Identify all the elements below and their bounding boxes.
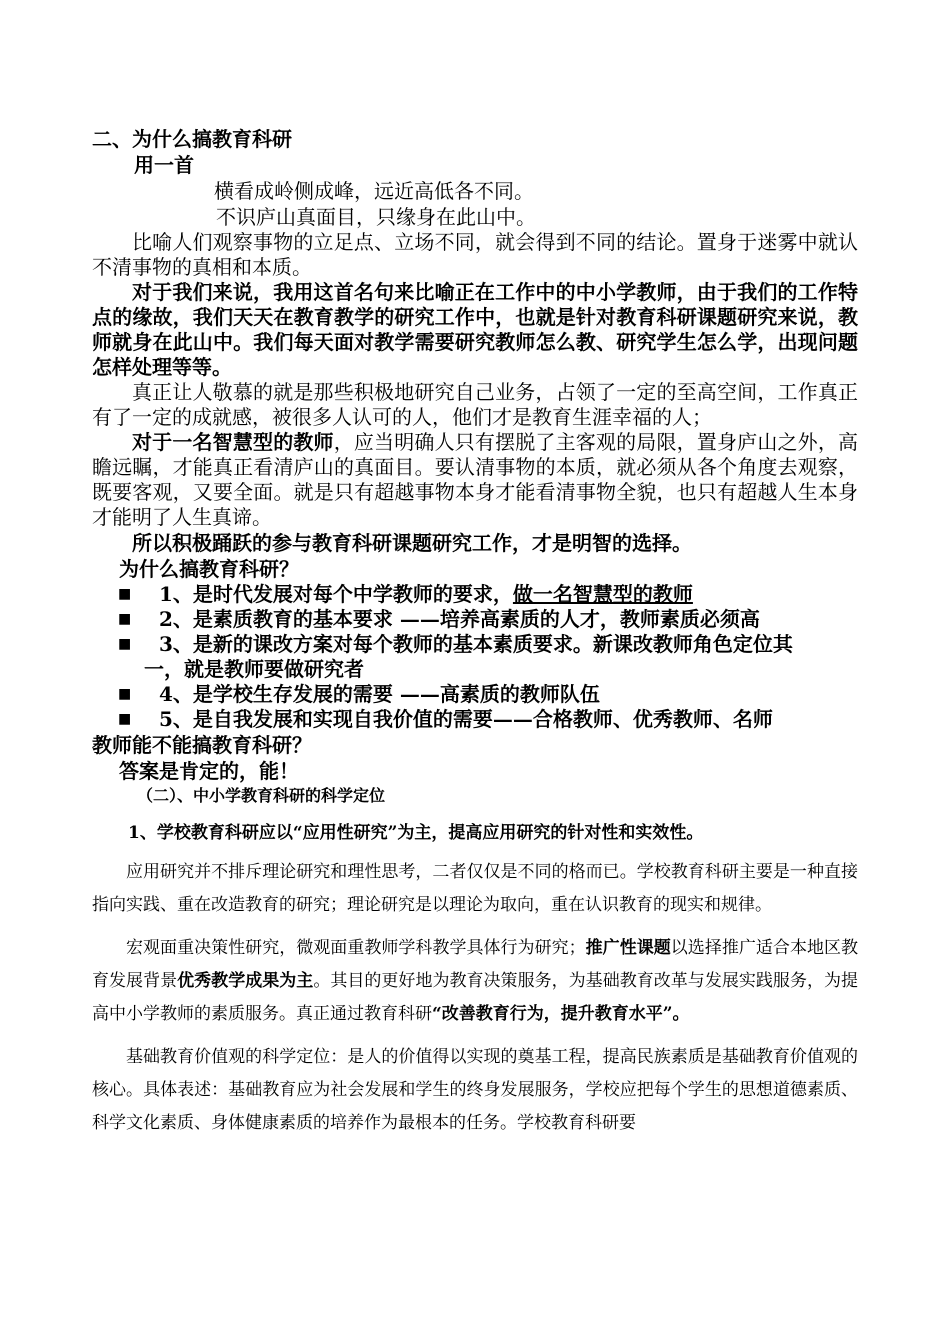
p7-emphasis-3: “改善教育行为，提升教育水平”。 [432,1004,690,1024]
bullet-2-text: 2、是素质教育的基本要求 ——培养高素质的人才，教师素质必须高 [159,607,760,631]
question-why: 为什么搞教育科研？ [119,557,299,581]
list-item [92,632,858,682]
bullet-5-text: 5、是自我发展和实现自我价值的需要——合格教师、优秀教师、名师 [159,707,773,731]
wise-teacher-emphasis: 对于一名智慧型的教师 [132,430,334,454]
p7-emphasis-2: 优秀教学成果为主 [177,971,314,991]
bullet-3-continuation: 一，就是教师要做研究者 [144,657,364,681]
document-body [92,126,858,1140]
bullet-4-text: 4、是学校生存发展的需要 ——高素质的教师队伍 [159,682,600,706]
p7-part-2: 以选择推广适合本地区教育发展背景 [92,938,859,991]
p7-emphasis-1: 推广性课题 [585,938,671,958]
paragraph-teachers: 对于我们来说，我用这首名句来比喻正在工作中的中小学教师，由于我们的工作特点的缘故，我们天天在教育教学的研究工作中，也就是针对教育科研课题研究来说，教师就身在此山中。我们每天面对教学需要研究教师怎么教、研究学生怎么学，出现问题怎样处理等等。 [92,280,858,379]
paragraph-admired: 真正让人敬慕的就是那些积极地研究自己业务，占领了一定的至高空间，工作真正有了一定的成就感，被很多人认可的人，他们才是教育生涯幸福的人； [92,380,858,429]
answer-line: 答案是肯定的，能！ [119,759,299,783]
wise-teacher-text: ，应当明确人只有摆脱了主客观的局限，置身庐山之外，高瞻远瞩，才能真正看清庐山的真面目。要认清事物的本质，就必须从各个角度去观察，既要客观，又要全面。就是只有超越事物本身才能看清事物全貌，也只有超越人生本身才能明了人生真谛。 [92,430,859,529]
list-item [92,582,858,607]
list-item [92,707,858,732]
bullet-icon: ■ [118,636,132,652]
poem-line-1: 横看成岭侧成峰，远近高低各不同。 [214,179,534,203]
bullet-icon: ■ [118,711,132,727]
sub-heading: （二）、中小学教育科研的科学定位 [137,786,386,805]
paragraph-metaphor: 比喻人们观察事物的立足点、立场不同，就会得到不同的结论。置身于迷雾中就认不清事物的真相和本质。 [92,230,858,279]
bullet-3-text: 3、是新的课改方案对每个教师的基本素质要求。新课改教师角色定位其 [159,632,793,656]
bullet-1-underlined: 做一名智慧型的教师 [512,582,693,606]
bullet-icon: ■ [118,586,132,602]
list-item [92,607,858,632]
bullet-icon: ■ [118,686,132,702]
paragraph-wise-teacher [92,430,858,530]
paragraph-macro-micro [92,932,858,1031]
p7-part-3: 。其目的更好地为教育决策服务，为基础教育改革与发展实践服务，为提高中小学教师的素质服务。真正通过教育科研 [92,971,859,1024]
paragraph-conclusion: 所以积极踊跃的参与教育科研课题研究工作，才是明智的选择。 [132,531,692,555]
bullet-1-text: 1、是时代发展对每个中学教师的要求， [159,582,513,606]
paragraph-values: 基础教育价值观的科学定位：是人的价值得以实现的奠基工程，提高民族素质是基础教育价值观的核心。具体表述：基础教育应为社会发展和学生的终身发展服务，学校应把每个学生的思想道德素质、科学文化素质、身体健康素质的培养作为最根本的任务。学校教育科研要 [92,1047,858,1133]
p7-part-1: 宏观面重决策性研究，微观面重教师学科教学具体行为研究； [126,938,586,958]
poem-line-2: 不识庐山真面目，只缘身在此山中。 [216,205,536,229]
list-item [92,682,858,707]
paragraph-applied-research: 应用研究并不排斥理论研究和理性思考，二者仅仅是不同的格而已。学校教育科研主要是一种直接指向实践、重在改造教育的研究；理论研究是以理论为取向，重在认识教育的现实和规律。 [92,862,858,915]
question-can: 教师能不能搞教育科研？ [92,733,312,757]
bullet-icon: ■ [118,611,132,627]
point-1-heading: 1、学校教育科研应以“应用性研究”为主，提高应用研究的针对性和实效性。 [128,823,704,843]
intro-line: 用一首 [134,153,194,177]
section-heading: 二、为什么搞教育科研 [92,127,292,151]
